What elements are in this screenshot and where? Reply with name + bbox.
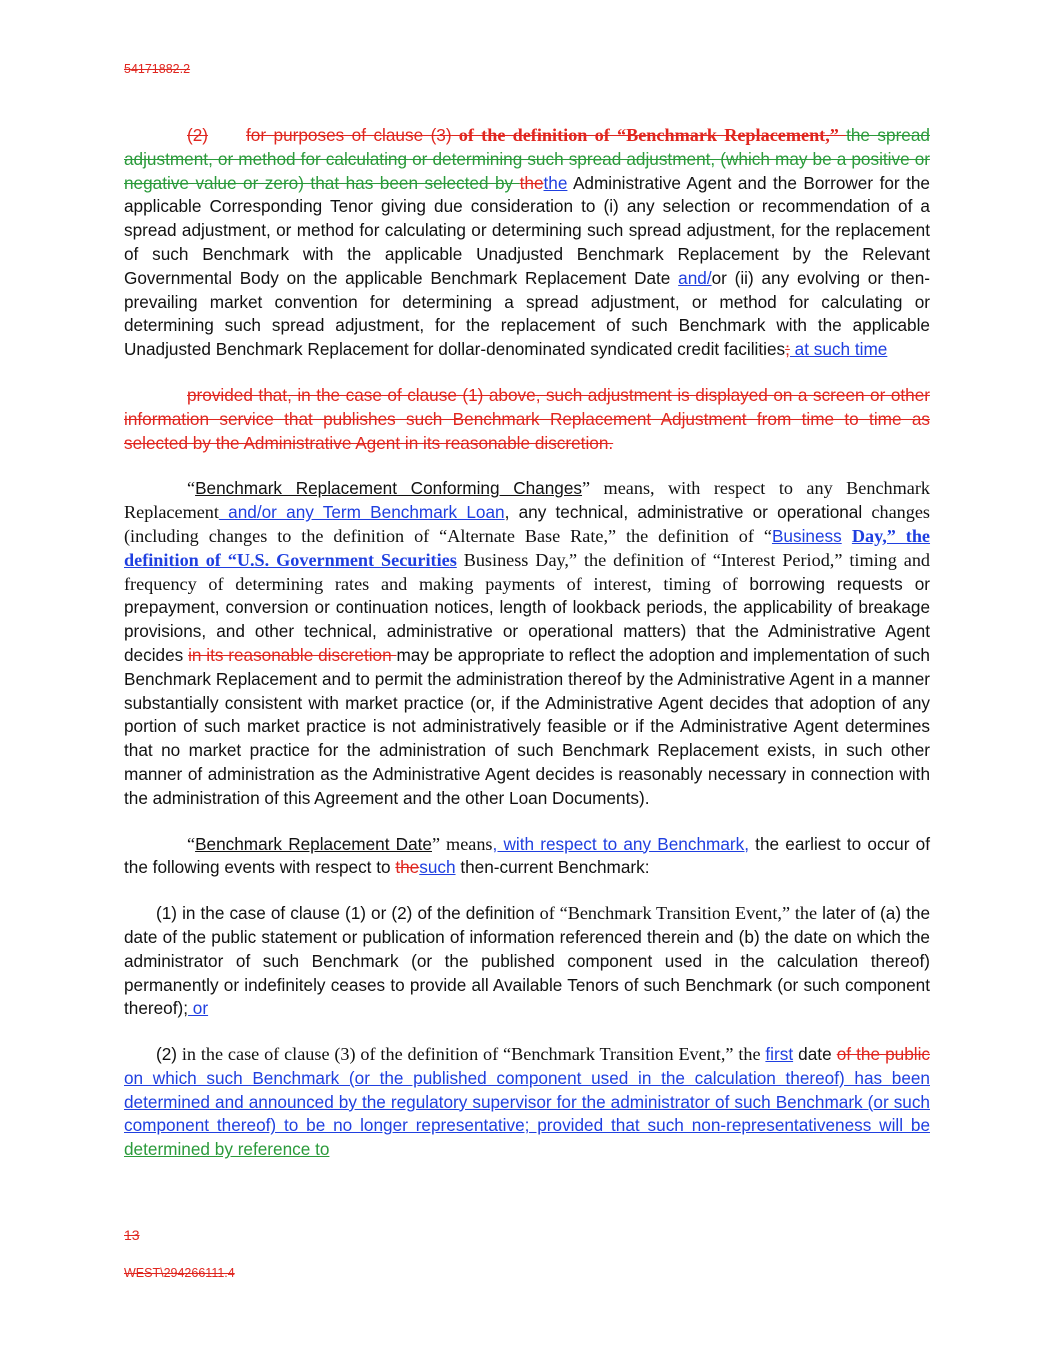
- inserted-the: the: [543, 172, 568, 193]
- paragraph-conforming-changes: [124, 477, 930, 810]
- document-ref-footer: WEST\294266111.4: [124, 1266, 235, 1280]
- inserted-or: or: [188, 998, 209, 1019]
- means-text: ” means, with respect to any Benchmark Replacement: [124, 478, 930, 523]
- deleted-public: of the public: [836, 1044, 930, 1065]
- body-text: , any technical, administrative or operational: [504, 502, 872, 523]
- body-text: date: [793, 1044, 837, 1065]
- inserted-business: Business: [771, 525, 842, 546]
- body-text: later of (a) the date of the public statement or publication of information referenced therein and (b) the date on which the administrator of such Benchmark (or the published component used in the calculation thereof) permanently or indefinitely ceases to provide all Available Tenors of such Benchmark (or such component thereof);: [124, 903, 931, 1019]
- inserted-such: such: [419, 857, 456, 878]
- inserted-first: first: [765, 1044, 794, 1065]
- paragraph-spread-adjustment: [124, 124, 930, 362]
- inserted-term-loan: and/or any Term Benchmark Loan: [218, 502, 505, 523]
- inserted-gov-securities: Day,” the definition of “U.S. Government Securities: [124, 525, 931, 570]
- serif-text: in the case of clause (3) of the definition of “Benchmark Transition Event,” the: [177, 1044, 766, 1065]
- document-id-header: 54171882.2: [124, 62, 191, 76]
- serif-text: Business Day,” the definition of “Interest Period,” timing and frequency of determining rates and making payments of interest, timing of: [124, 549, 931, 594]
- open-quote: “: [187, 833, 196, 854]
- paragraph-replacement-date: [124, 833, 930, 881]
- document-body: [124, 124, 930, 1184]
- deleted-the: the: [395, 857, 420, 878]
- body-text: or (ii) any evolving or then-prevailing market convention for determining a spread adjustment, or method for calculating or determining such spread adjustment, for the replacement of such Benchmark with the applicable Unadjusted Benchmark Replacement for dollar-denominated syndicated credit facilities: [124, 267, 930, 360]
- deleted-proviso: provided that, in the case of clause (1) above, such adjustment is displayed on a screen or other information service that publishes such Benchmark Replacement Adjustment from time to time as selected by the Administrative Agent in its reasonable discretion.: [124, 384, 930, 453]
- defined-term: Benchmark Replacement Date: [195, 833, 432, 854]
- serif-text: changes (including changes to the definition of “Alternate Base Rate,” the definition of “: [124, 502, 930, 546]
- para-number: (2): [187, 125, 209, 145]
- body-text: in the case of clause (1) or (2) of the definition: [177, 903, 540, 924]
- deleted-the: the: [519, 172, 544, 193]
- deleted-semicolon: ;: [785, 339, 790, 360]
- para-number: (2): [156, 1044, 178, 1065]
- body-text: Administrative Agent and the Borrower for the applicable Corresponding Tenor giving due consideration to (i) any selection or recommendation of a spread adjustment, or method for calculating or determining such spread adjustment, for the replacement of such Benchmark with the applicable Unadjusted Benchmark Replacement by the Relevant Governmental Body on the applicable Benchmark Replacement Date: [124, 172, 930, 288]
- moved-text: determined by reference to: [124, 1139, 330, 1160]
- means-text: ” means: [432, 833, 493, 854]
- para-number: (1): [156, 903, 178, 924]
- open-quote: “: [187, 478, 196, 499]
- body-text: the earliest to occur of the following events with respect to: [124, 833, 930, 878]
- body-text: borrowing requests or prepayment, conversion or continuation notices, length of lookback periods, the applicability of breakage provisions, and other technical, administrative or operational matters) that the Administrative Agent decides: [124, 573, 930, 665]
- inserted-regulatory-text: on which such Benchmark (or the published component used in the calculation thereof) has been determined and announced by the regulatory supervisor for the administrator of such Benchmark (or such component thereof) to be no longer representative; provided that such non-representativeness will be: [124, 1067, 930, 1136]
- body-text: may be appropriate to reflect the adoption and implementation of such Benchmark Replacement and to permit the administration thereof by the Administrative Agent in a manner substantially consistent with market practice (or, if the Administrative Agent decides that adoption of any portion of such market practice is not administratively feasible or if the Administrative Agent determines that no market practice for the administration of such Benchmark Replacement exists, in such other manner of administration as the Administrative Agent decides is reasonably necessary in connection with the administration of this Agreement and the other Loan Documents).: [124, 644, 930, 808]
- body-text: then-current Benchmark:: [455, 857, 650, 878]
- serif-text: of “Benchmark Transition Event,” the: [539, 903, 818, 924]
- moved-text: the spread adjustment, or method for calculating or determining such spread adjustment, (which may be a positive or negative value or zero) that has been selected by: [124, 125, 930, 193]
- defined-term: Benchmark Replacement Conforming Changes: [195, 478, 583, 499]
- inserted-andor: and/: [678, 267, 712, 288]
- inserted-at-such-time: at such time: [789, 339, 888, 360]
- page-number: 13: [124, 1227, 140, 1243]
- paragraph-clause-2: [124, 1043, 930, 1162]
- paragraph-clause-1: [124, 902, 930, 1021]
- deleted-reasonable-discretion: in its reasonable discretion: [188, 644, 397, 665]
- deleted-text: for purposes of clause (3): [246, 125, 452, 145]
- deleted-bold-text: of the definition of “Benchmark Replacement,”: [451, 125, 847, 145]
- paragraph-proviso: [124, 384, 930, 455]
- inserted-benchmark: , with respect to any Benchmark,: [492, 833, 749, 854]
